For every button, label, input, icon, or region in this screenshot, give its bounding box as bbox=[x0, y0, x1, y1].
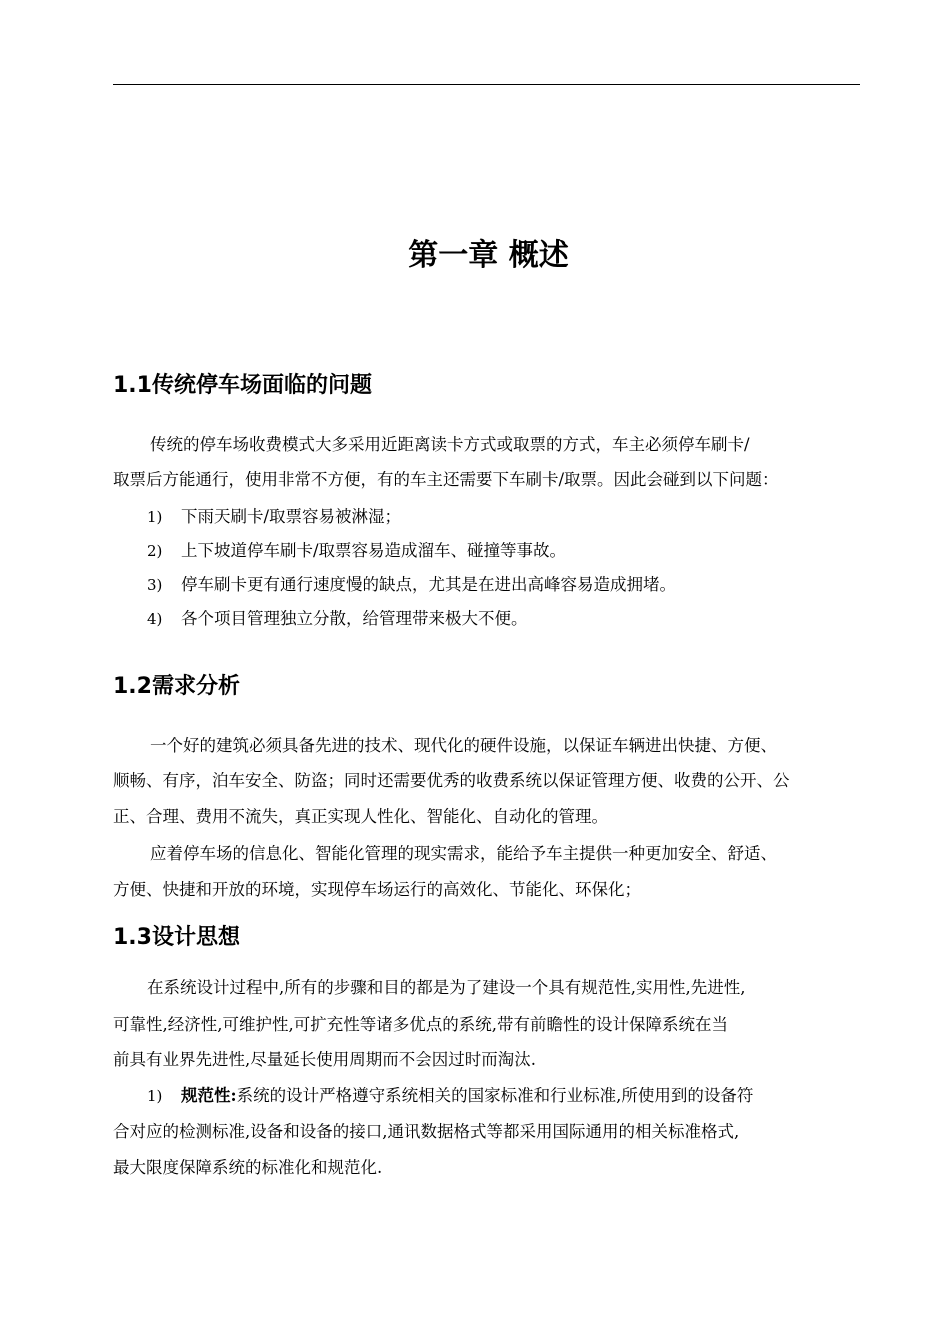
list-item-text: 上下坡道停车刷卡/取票容易造成溜车、碰撞等事故。 bbox=[181, 541, 567, 560]
paragraph-line: 顺畅、有序，泊车安全、防盗；同时还需要优秀的收费系统以保证管理方便、收费的公开、公 bbox=[113, 771, 790, 790]
paragraph-line: 合对应的检测标准,设备和设备的接口,通讯数据格式等都采用国际通用的相关标准格式, bbox=[113, 1122, 740, 1141]
paragraph-line: 方便、快捷和开放的环境，实现停车场运行的高效化、节能化、环保化； bbox=[113, 880, 641, 899]
section-heading-1-1: 1.1传统停车场面临的问题 bbox=[113, 373, 372, 398]
paragraph-line: 最大限度保障系统的标准化和规范化. bbox=[113, 1158, 383, 1177]
list-item-line bbox=[181, 1084, 753, 1108]
list-item-number: 3) bbox=[147, 576, 163, 594]
paragraph-line: 取票后方能通行，使用非常不方便，有的车主还需要下车刷卡/取票。因此会碰到以下问题： bbox=[113, 470, 779, 489]
section-heading-1-3: 1.3设计思想 bbox=[113, 925, 240, 950]
paragraph-line: 应着停车场的信息化、智能化管理的现实需求，能给予车主提供一种更加安全、舒适、 bbox=[150, 844, 777, 863]
paragraph-line: 一个好的建筑必须具备先进的技术、现代化的硬件设施，以保证车辆进出快捷、方便、 bbox=[150, 736, 777, 755]
list-item-text: 停车刷卡更有通行速度慢的缺点，尤其是在进出高峰容易造成拥堵。 bbox=[181, 575, 676, 594]
paragraph-line: 可靠性,经济性,可维护性,可扩充性等诸多优点的系统,带有前瞻性的设计保障系统在当 bbox=[113, 1015, 728, 1034]
list-item-text: 各个项目管理独立分散，给管理带来极大不便。 bbox=[181, 609, 528, 628]
paragraph-line: 正、合理、费用不流失，真正实现人性化、智能化、自动化的管理。 bbox=[113, 807, 608, 826]
list-item-number: 1) bbox=[147, 1087, 163, 1105]
list-item-number: 2) bbox=[147, 542, 163, 560]
header-rule bbox=[113, 84, 860, 85]
list-item-text: 下雨天刷卡/取票容易被淋湿； bbox=[181, 507, 402, 526]
paragraph-line: 传统的停车场收费模式大多采用近距离读卡方式或取票的方式，车主必须停车刷卡/ bbox=[150, 435, 750, 454]
list-item-number: 4) bbox=[147, 610, 163, 628]
section-heading-1-2: 1.2需求分析 bbox=[113, 674, 240, 699]
paragraph-line: 前具有业界先进性,尽量延长使用周期而不会因过时而淘汰. bbox=[113, 1050, 536, 1069]
list-item-term: 规范性: bbox=[181, 1086, 237, 1105]
list-item-text: 系统的设计严格遵守系统相关的国家标准和行业标准,所使用到的设备符 bbox=[236, 1086, 754, 1105]
list-item-number: 1) bbox=[147, 508, 163, 526]
paragraph-line: 在系统设计过程中,所有的步骤和目的都是为了建设一个具有规范性,实用性,先进性, bbox=[147, 978, 746, 997]
chapter-title: 第一章 概述 bbox=[408, 238, 569, 273]
